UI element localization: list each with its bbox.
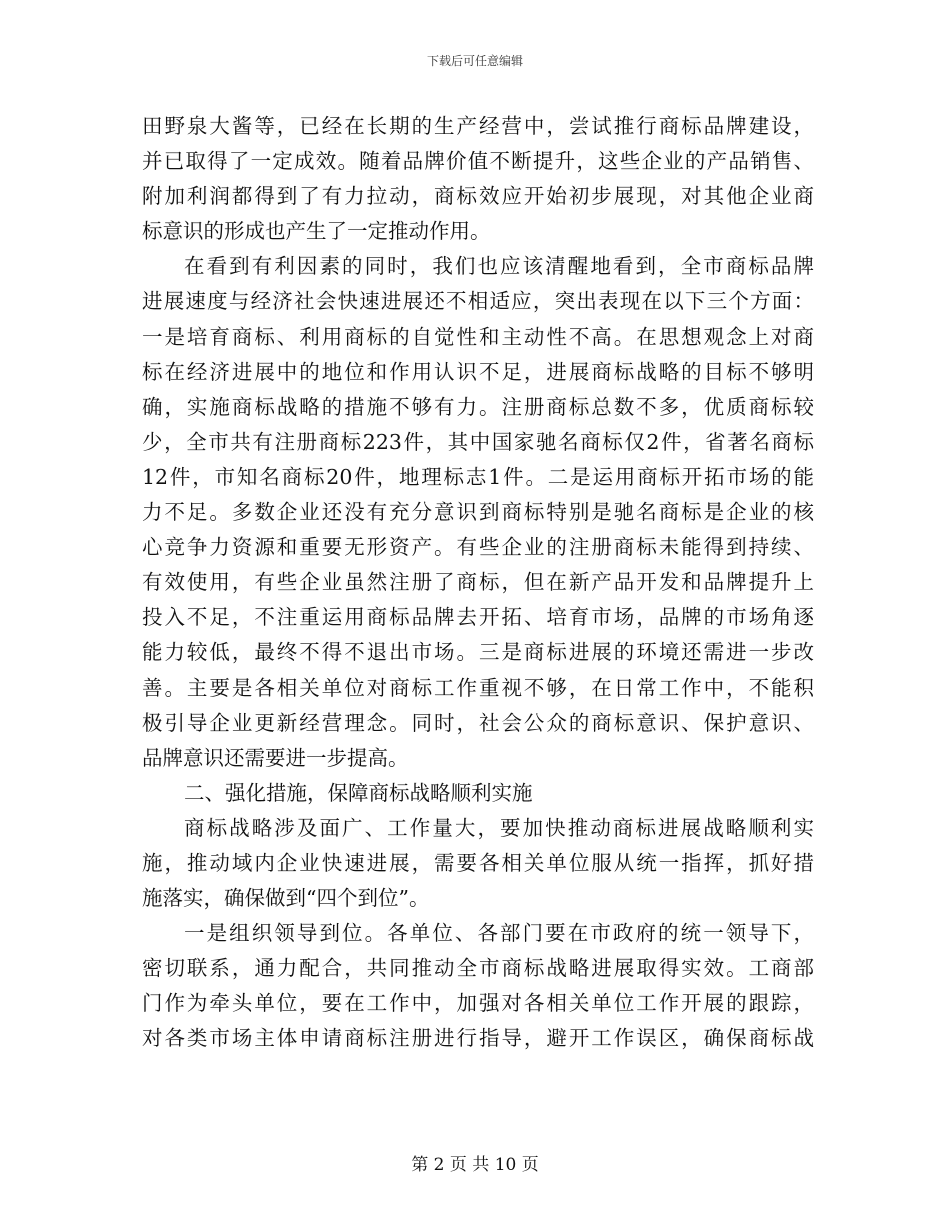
text-line: 品牌意识还需要进一步提高。 [142,745,409,770]
text-line: 少，全市共有注册商标223件，其中国家驰名商标仅2件，省著名商标 [142,429,814,454]
text-line: 附加利润都得到了有力拉动，商标效应开始初步展现，对其他企业商 [142,184,814,209]
text-line: 投入不足，不注重运用商标品牌去开拓、培育市场，品牌的市场角逐 [142,605,814,630]
page-number: 第 2 页 共 10 页 [411,1155,539,1175]
text-line: 进展速度与经济社会快速进展还不相适应，突出表现在以下三个方面： [142,289,814,314]
text-line: 对各类市场主体申请商标注册进行指导，避开工作误区，确保商标战 [142,1026,814,1051]
document-body [142,109,814,1057]
text-line: 极引导企业更新经营理念。同时，社会公众的商标意识、保护意识、 [142,710,814,735]
text-line: 商标战略涉及面广、工作量大，要加快推动商标进展战略顺利实 [184,815,814,840]
text-line: 在看到有利因素的同时，我们也应该清醒地看到，全市商标品牌 [184,254,814,279]
text-line: 有效使用，有些企业虽然注册了商标，但在新产品开发和品牌提升上 [142,570,814,595]
text-line: 12件，市知名商标20件，地理标志1件。二是运用商标开拓市场的能 [142,464,814,489]
section-heading: 二、强化措施，保障商标战略顺利实施 [184,780,533,805]
text-line: 施，推动域内企业快速进展，需要各相关单位服从统一指挥，抓好措 [142,850,814,875]
text-line: 密切联系，通力配合，共同推动全市商标战略进展取得实效。工商部 [142,956,814,981]
text-line: 门作为牵头单位，要在工作中，加强对各相关单位工作开展的跟踪， [142,991,814,1016]
page-header: 下载后可任意编辑 [426,54,523,68]
text-line: 确，实施商标战略的措施不够有力。注册商标总数不多，优质商标较 [142,394,814,419]
text-line: 田野泉大酱等，已经在长期的生产经营中，尝试推行商标品牌建设， [142,114,814,138]
text-line: 标在经济进展中的地位和作用认识不足，进展商标战略的目标不够明 [142,359,814,384]
text-line: 心竞争力资源和重要无形资产。有些企业的注册商标未能得到持续、 [142,535,814,560]
text-line: 标意识的形成也产生了一定推动作用。 [142,219,491,244]
text-line: 善。主要是各相关单位对商标工作重视不够，在日常工作中，不能积 [142,675,814,700]
text-line: 一是培育商标、利用商标的自觉性和主动性不高。在思想观念上对商 [142,324,814,349]
text-line: 一是组织领导到位。各单位、各部门要在市政府的统一领导下， [184,921,814,946]
text-line: 能力较低，最终不得不退出市场。三是商标进展的环境还需进一步改 [142,640,814,665]
text-line: 并已取得了一定成效。随着品牌价值不断提升，这些企业的产品销售、 [142,149,814,174]
text-line: 施落实，确保做到“四个到位”。 [142,886,430,911]
text-line: 力不足。多数企业还没有充分意识到商标特别是驰名商标是企业的核 [142,500,814,525]
